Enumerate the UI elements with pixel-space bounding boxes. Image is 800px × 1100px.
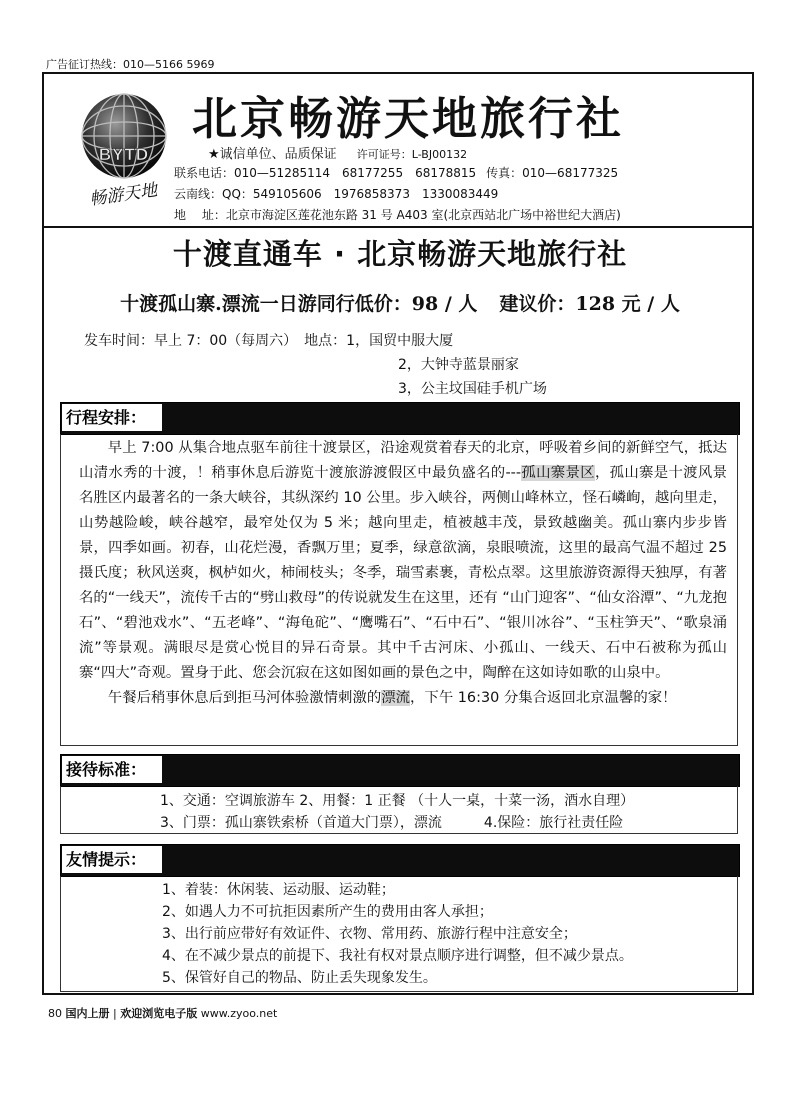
contact-phones	[174, 164, 618, 181]
header-divider	[42, 226, 754, 228]
ad-hotline: 广告征订热线：010—5166 5969	[46, 58, 215, 71]
credo-line	[208, 143, 467, 162]
price-line	[0, 289, 800, 316]
tip-item: 3、出行前应带好有效证件、衣物、常用药、旅游行程中注意安全；	[162, 926, 577, 942]
itinerary-text	[61, 434, 737, 711]
tip-item: 2、如遇人力不可抗拒因素所产生的费用由客人承担；	[162, 904, 493, 920]
standards-line: 1、交通：空调旅游车 2、用餐：1 正餐 （十人一桌，十菜一汤，酒水自理）	[160, 793, 635, 809]
logo-tagline: 畅游天地	[88, 180, 159, 210]
tips-heading: 友情提示：	[62, 846, 162, 873]
itinerary-text-part: ，孤山寨是十渡风景名胜区内最著名的一条大峡谷，其纵深约 10 公里。步入峡谷，两侧山峰林立，怪石嶙峋，越向里走，山势越险峻，峡谷越窄，最窄处仅为 5 米；越向里走，植被越丰茂，景致越幽美。孤山寨内步步皆景，四季如画。初春，山花烂漫，香飘万里；夏季，绿意欲滴，泉眼喷流，这里的最高气温不超过 25 摄氏度；秋风送爽，枫栌如火，柿闹枝头；冬季，瑞雪素裹，青松点翠。这里旅游资源得天独厚，有著名的“一线天”，流传千古的“劈山救母”的传说就发生在这里，还有 “山门迎客”、“仙女浴潭”、“九龙抱石”、“碧池戏水”、“五老峰”、“海龟砣”、“鹰嘴石”、“石中石”、“银川冰谷”、“玉柱笋天”、“歌泉涌流”等景观。满眼尽是赏心悦目的异石奇景。其中千古河床、小孤山、一线天、石中石被称为孤山寨“四大”奇观。置身于此、您会沉寂在这如图如画的景色之中，陶醉在这如诗如歌的山泉中。	[79, 465, 727, 681]
itinerary-text-part: 午餐后稍事休息后到拒马河体验激情刺激的	[107, 690, 382, 706]
tip-item: 5、保管好自己的物品、防止丢失现象发生。	[162, 970, 437, 986]
itinerary-box	[60, 434, 738, 746]
footer-slogan: 欢迎浏览电子版	[120, 1007, 198, 1020]
itinerary-paragraph	[79, 686, 727, 711]
standards-heading: 接待标准：	[62, 756, 162, 783]
phone-numbers: 010—51285114 68177255 68178815	[234, 166, 477, 180]
footer-separator: |	[113, 1007, 117, 1020]
itinerary-paragraph	[79, 436, 727, 686]
company-logo	[72, 88, 176, 218]
tip-item: 4、在不减少景点的前提下、我社有权对景点顺序进行调整，但不减少景点。	[162, 948, 633, 964]
itinerary-text-part: 早上 7:00 从集合地点驱车前往十渡景区，沿途观赏着春天的北京，呼吸着乡间的新鲜空气，抵达山清水秀的十渡，！稍事休息后游览十渡旅游渡假区中最负盛名的---	[79, 440, 727, 481]
contact-online: 云南线：QQ：549105606 1976858373 1330083449	[174, 187, 499, 201]
globe-icon	[72, 88, 176, 218]
credo: ★诚信单位、品质保证	[208, 147, 337, 162]
itinerary-text-part: ，下午 16:30 分集合返回北京温馨的家！	[410, 690, 677, 706]
tip-item: 1、着装：休闲装、运动服、运动鞋；	[162, 882, 395, 898]
suggested-price: 建议价：128 元 / 人	[499, 293, 680, 315]
route-title: 十渡直通车 · 北京畅游天地旅行社	[172, 237, 628, 271]
peer-price: 十渡孤山寨.漂流一日游同行低价：98 / 人	[120, 293, 478, 315]
company-name: 北京畅游天地旅行社	[192, 92, 625, 145]
footer-section: 国内上册	[65, 1007, 110, 1020]
footer-website[interactable]: www.zyoo.net	[200, 1007, 278, 1020]
departure-info: 发车时间：早上 7：00（每周六） 地点：1，国贸中服大厦	[84, 333, 454, 349]
highlight-rafting: 漂流	[381, 690, 411, 706]
logo-letters: BYTD	[98, 145, 150, 164]
page-number: 80	[48, 1007, 62, 1020]
phone-label: 联系电话：	[174, 166, 235, 180]
standards-line: 3、门票：孤山寨铁索桥（首道大门票），漂流 4.保险：旅行社责任险	[160, 815, 624, 831]
highlight-gushanzhai: 孤山寨景区	[521, 465, 595, 481]
itinerary-heading: 行程安排：	[62, 404, 162, 431]
fax-number: 传真：010—68177325	[486, 166, 619, 180]
license-number: 许可证号：L-BJ00132	[356, 148, 468, 161]
page-footer	[48, 1005, 277, 1021]
departure-location: 2，大钟寺蓝景丽家	[398, 357, 519, 373]
contact-address: 地 址：北京市海淀区莲花池东路 31 号 A403 室(北京西站北广场中裕世纪大酒店)	[174, 208, 621, 222]
departure-location: 3，公主坟国硅手机广场	[398, 381, 547, 397]
